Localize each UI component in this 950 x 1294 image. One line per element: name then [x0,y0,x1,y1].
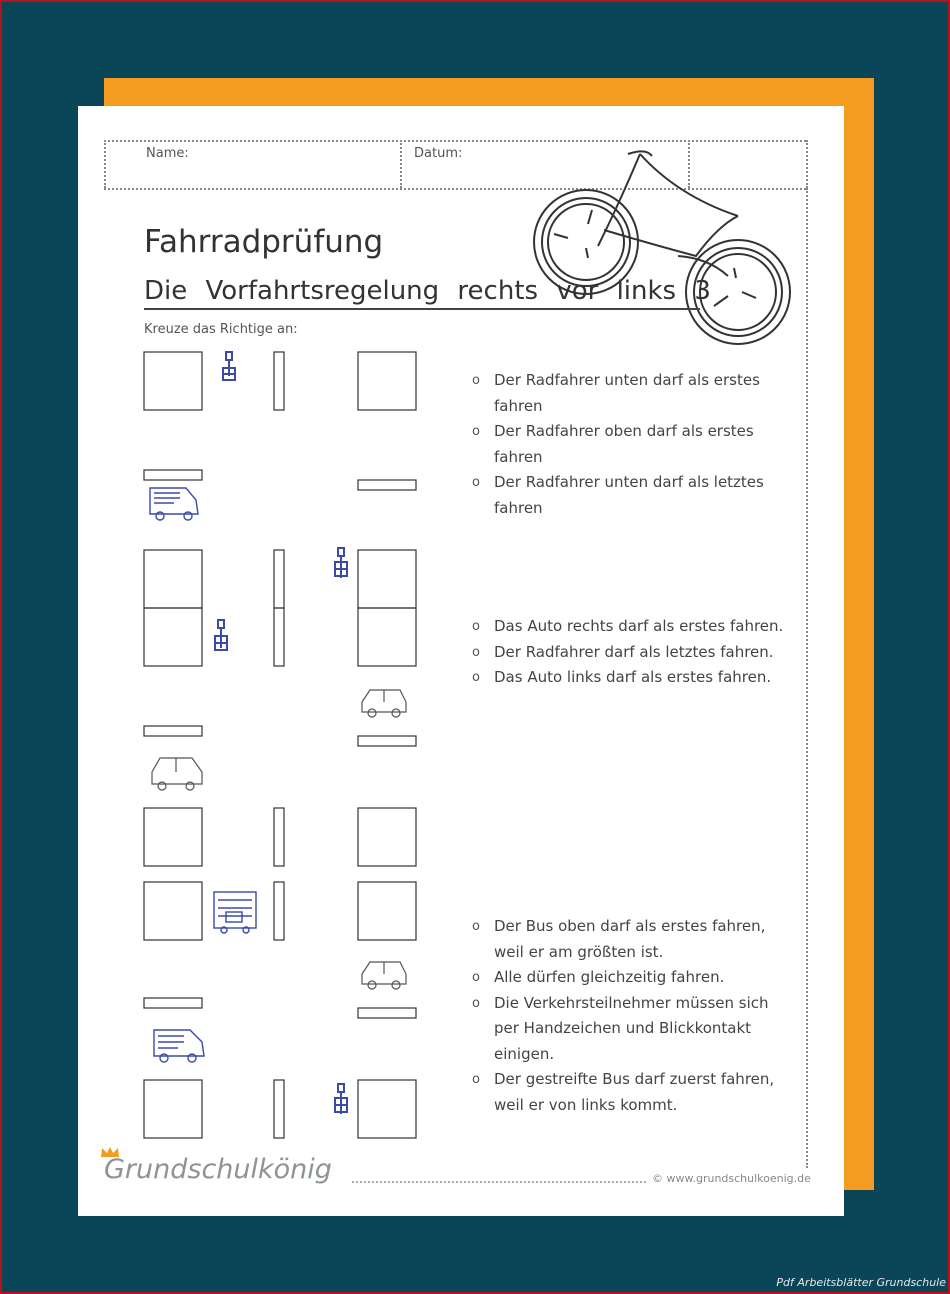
worksheet-subtitle: Die Vorfahrtsregelung rechts vor links 3 [144,276,711,306]
brand-logo: Grundschulkönig [104,1154,332,1185]
checkbox-circle[interactable]: o [472,919,480,934]
question-1-options [472,368,764,521]
van-left [150,488,198,520]
question-3-options [472,914,774,1118]
checkbox-circle[interactable]: o [472,1072,480,1087]
car-right [362,962,406,989]
checkbox-circle[interactable]: o [472,670,480,685]
header-divider [104,140,106,188]
checkbox-circle[interactable]: o [472,644,480,660]
intersection-diagram-2 [144,608,416,866]
intersection-diagram-3 [144,882,416,1138]
answer-option[interactable]: o Das Auto rechts darf als erstes fahren. [472,614,783,640]
worksheet-title: Fahrradprüfung [144,224,384,260]
checkbox-circle[interactable]: o [472,373,480,388]
checkbox-circle[interactable]: o [472,970,480,985]
name-label: Name: [146,146,189,161]
header-divider [806,140,808,188]
copyright-text: © www.grundschulkoenig.de [652,1172,811,1185]
checkbox-circle[interactable]: o [472,619,480,634]
checkbox-circle[interactable]: o [472,995,480,1011]
answer-option[interactable]: o Der gestreifte Bus darf zuerst fahren, weil er von links kommt. [472,1067,774,1118]
bus-top [214,892,256,933]
bicycle-top [223,352,235,380]
checkbox-circle[interactable]: o [472,424,480,439]
car-left [152,758,202,790]
worksheet-page [78,106,844,1216]
bicycle-top [215,620,227,650]
answer-option[interactable]: o Der Bus oben darf als erstes fahren, weil er am größten ist. [472,914,774,965]
answer-option[interactable]: o Der Radfahrer unten darf als letztes fahren [472,470,764,521]
image-caption: Pdf Arbeitsblätter Grundschule [776,1276,946,1289]
van-left [154,1030,204,1062]
intersection-diagram-1 [144,352,416,608]
header-divider [400,140,402,188]
answer-option[interactable]: o Der Radfahrer unten darf als erstes fahren [472,368,764,419]
instruction-text: Kreuze das Richtige an: [144,322,298,337]
answer-option[interactable]: o Der Radfahrer oben darf als erstes fahren [472,419,764,470]
checkbox-circle[interactable]: o [472,475,480,490]
bicycle-illustration [528,146,798,346]
question-2-options [472,614,783,691]
answer-option[interactable]: o Der Radfahrer darf als letztes fahren. [472,640,783,666]
footer-dotted-line [352,1181,646,1183]
car-right [362,690,406,717]
subtitle-underline [144,308,700,310]
answer-option[interactable]: o Das Auto links darf als erstes fahren. [472,665,783,691]
answer-option[interactable]: o Alle dürfen gleichzeitig fahren. [472,965,774,991]
answer-option[interactable]: o Die Verkehrsteilnehmer müssen sich per Handzeichen und Blickkontakt einigen. [472,991,774,1068]
date-label: Datum: [414,146,463,161]
bicycle-bottom [335,548,347,578]
right-margin-line [806,188,808,1168]
header-top-line [104,140,806,142]
bicycle-bottom [335,1084,347,1114]
